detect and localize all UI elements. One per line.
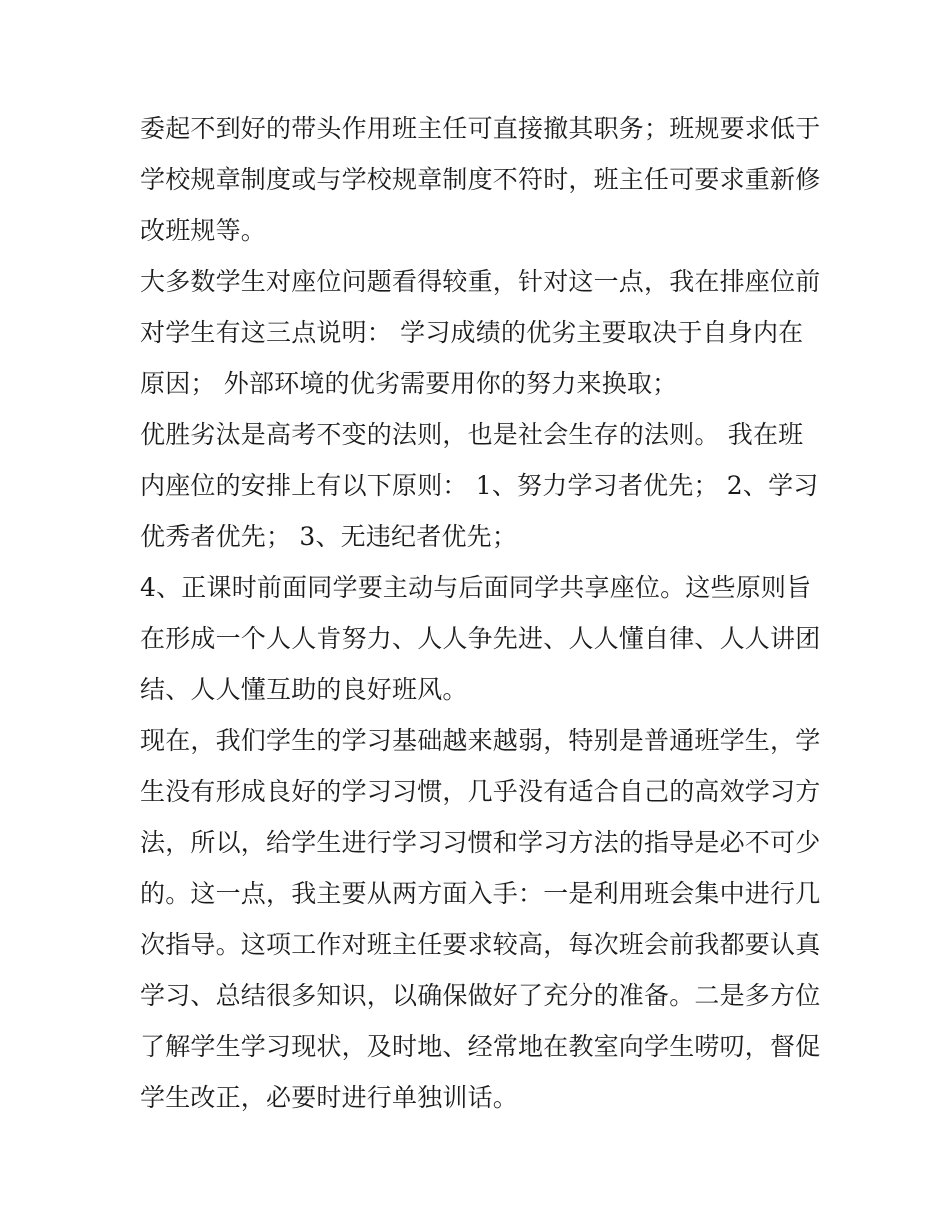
text-line-11: 在形成一个人人肯努力、人人争先进、人人懂自律、人人讲团: [140, 624, 821, 653]
text-line-14: 生没有形成良好的学习习惯，几乎没有适合自己的高效学习方: [140, 777, 821, 806]
text-line-18: 学习、总结很多知识，以确保做好了充分的准备。二是多方位: [140, 981, 821, 1010]
text-line-13: 现在，我们学生的学习基础越来越弱，特别是普通班学生，学: [140, 726, 821, 755]
text-line-2: 学校规章制度或与学校规章制度不符时，班主任可要求重新修: [140, 165, 821, 194]
text-line-7: 优胜劣汰是高考不变的法则，也是社会生存的法则。 我在班: [140, 420, 804, 449]
text-line-20: 学生改正，必要时进行单独训话。: [140, 1083, 519, 1112]
text-line-8: 内座位的安排上有以下原则： 1、努力学习者优先； 2、学习: [140, 471, 819, 500]
text-line-3: 改班规等。: [140, 216, 267, 245]
text-line-19: 了解学生学习现状，及时地、经常地在教室向学生唠叨，督促: [140, 1032, 821, 1061]
text-line-16: 的。这一点，我主要从两方面入手：一是利用班会集中进行几: [140, 879, 821, 908]
text-line-5: 对学生有这三点说明： 学习成绩的优劣主要取决于自身内在: [140, 318, 804, 347]
text-line-15: 法，所以，给学生进行学习习惯和学习方法的指导是必不可少: [140, 828, 821, 857]
text-line-10: 4、正课时前面同学要主动与后面同学共享座位。这些原则旨: [140, 573, 812, 602]
text-line-9: 优秀者优先； 3、无违纪者优先；: [140, 522, 518, 551]
text-line-1: 委起不到好的带头作用班主任可直接撤其职务；班规要求低于: [140, 114, 821, 143]
text-line-17: 次指导。这项工作对班主任要求较高，每次班会前我都要认真: [140, 930, 821, 959]
document-body: [140, 103, 820, 1123]
text-line-6: 原因； 外部环境的优劣需要用你的努力来换取；: [140, 369, 678, 398]
text-line-4: 大多数学生对座位问题看得较重，针对这一点，我在排座位前: [140, 267, 821, 296]
text-line-12: 结、人人懂互助的良好班风。: [140, 675, 468, 704]
